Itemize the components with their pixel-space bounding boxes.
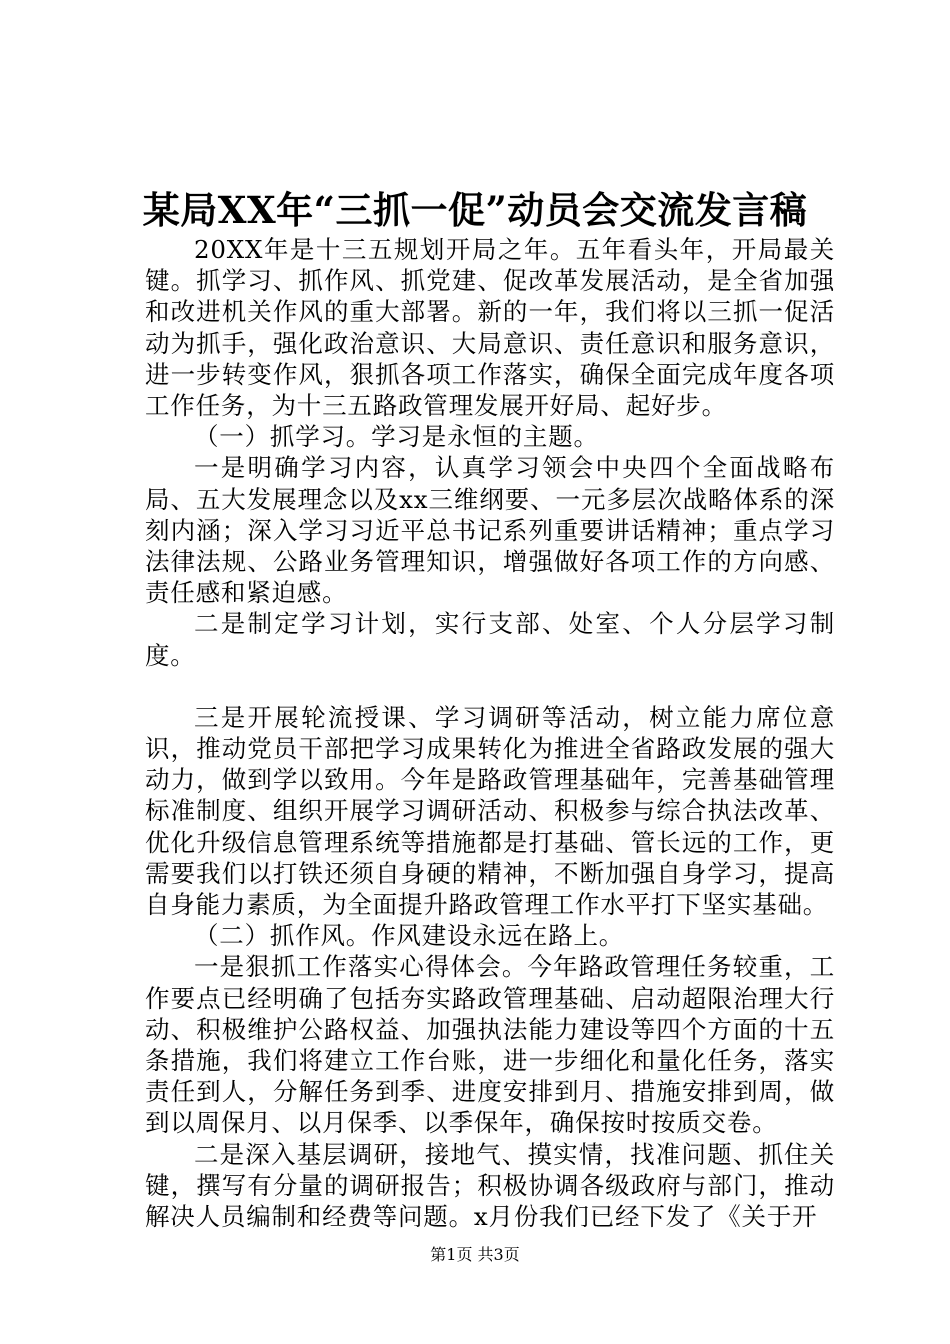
paragraph-style-1: 一是狠抓工作落实心得体会。今年路政管理任务较重，工作要点已经明确了包括夯实路政管理基础、启动超限治理大行动、积极维护公路权益、加强执法能力建设等四个方面的十五条措施，我们将建立工作台账，进一步细化和量化任务，落实责任到人，分解任务到季、进度安排到月、措施安排到周，做到以周保月、以月保季、以季保年，确保按时按质交卷。 bbox=[145, 952, 835, 1138]
document-title: 某局XX年“三抓一促”动员会交流发言稿 bbox=[142, 188, 808, 232]
paragraph-study-1: 一是明确学习内容，认真学习领会中央四个全面战略布局、五大发展理念以及xx三维纲要、一元多层次战略体系的深刻内涵；深入学习习近平总书记系列重要讲话精神；重点学习法律法规、公路业务管理知识，增强做好各项工作的方向感、责任感和紧迫感。 bbox=[145, 453, 835, 608]
section-heading-study: （一）抓学习。学习是永恒的主题。 bbox=[194, 422, 599, 452]
document-body bbox=[145, 234, 835, 1232]
paragraph-study-2: 二是制定学习计划，实行支部、处室、个人分层学习制度。 bbox=[145, 609, 835, 670]
paragraph-intro: 20XX年是十三五规划开局之年。五年看头年，开局最关键。抓学习、抓作风、抓党建、促改革发展活动，是全省加强和改进机关作风的重大部署。新的一年，我们将以三抓一促活动为抓手，强化政治意识、大局意识、责任意识和服务意识，进一步转变作风，狠抓各项工作落实，确保全面完成年度各项工作任务，为十三五路政管理发展开好局、起好步。 bbox=[145, 235, 835, 421]
section-heading-style: （二）抓作风。作风建设永远在路上。 bbox=[194, 921, 625, 951]
paragraph-style-2: 二是深入基层调研，接地气、摸实情，找准问题、抓住关键，撰写有分量的调研报告；积极协调各级政府与部门，推动解决人员编制和经费等问题。x月份我们已经下发了《关于开 bbox=[145, 1139, 835, 1232]
page-number: 第1页 共3页 bbox=[430, 1245, 520, 1264]
paragraph-gap bbox=[145, 671, 835, 702]
paragraph-study-3: 三是开展轮流授课、学习调研等活动，树立能力席位意识，推动党员干部把学习成果转化为推进全省路政发展的强大动力，做到学以致用。今年是路政管理基础年，完善基础管理标准制度、组织开展学习调研活动、积极参与综合执法改革、优化升级信息管理系统等措施都是打基础、管长远的工作，更需要我们以打铁还须自身硬的精神，不断加强自身学习，提高自身能力素质，为全面提升路政管理工作水平打下坚实基础。 bbox=[145, 702, 835, 920]
